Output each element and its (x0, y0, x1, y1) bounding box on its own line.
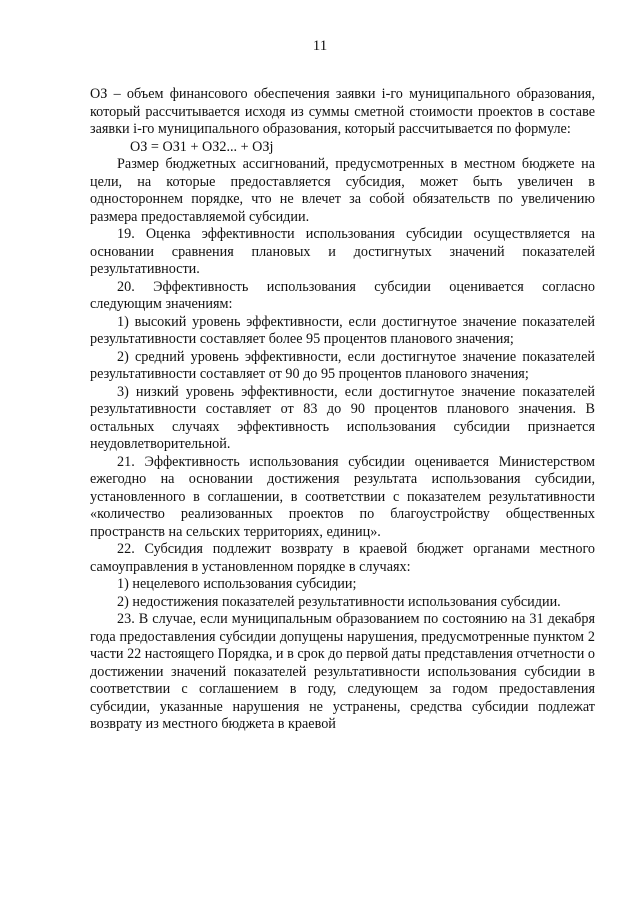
paragraph-19: 19. Оценка эффективности использования субсидии осуществляется на основании сравнения плановых и достигнутых значений показателей результативности. (90, 226, 595, 277)
list-item-non-achievement: 2) недостижения показателей результативности использования субсидии. (117, 593, 561, 610)
list-item-misuse: 1) нецелевого использования субсидии; (117, 576, 357, 592)
paragraph-20: 20. Эффективность использования субсидии оценивается согласно следующим значениям: (90, 278, 595, 312)
document-body (90, 86, 595, 734)
page-number: 11 (312, 38, 328, 54)
list-item-high-efficiency: 1) высокий уровень эффективности, если достигнутое значение показателей результативности составляет более 95 процентов планового значения; (90, 313, 595, 347)
paragraph-21: 21. Эффективность использования субсидии оценивается Министерством ежегодно на основании достижения результата использования субсидии, установленного в соглашении, в соответствии с показателем результативности «количество реализованных проектов по благоустройству общественных пространств на сельских территориях, единиц». (90, 453, 595, 540)
formula: ОЗ = ОЗ1 + ОЗ2... + ОЗj (130, 138, 274, 155)
paragraph-22: 22. Субсидия подлежит возврату в краевой бюджет органами местного самоуправления в установленном порядке в случаях: (90, 541, 595, 575)
paragraph-budget-allocation: Размер бюджетных ассигнований, предусмотренных в местном бюджете на цели, на которые предоставляется субсидия, может быть увеличен в одностороннем порядке, что не влечет за собой обязательств по увеличению размера предоставляемой субсидии. (90, 156, 595, 225)
paragraph-oz-definition: ОЗ – объем финансового обеспечения заявки i-го муниципального образования, который рассчитывается исходя из суммы сметной стоимости проектов в составе заявки i-го муниципального образования, который рассчитывается по формуле: (90, 86, 595, 137)
list-item-medium-efficiency: 2) средний уровень эффективности, если достигнутое значение показателей результативности составляет от 90 до 95 процентов планового значения; (90, 348, 595, 382)
list-item-low-efficiency: 3) низкий уровень эффективности, если достигнутое значение показателей результативности составляет от 83 до 90 процентов планового значения. В остальных случаях эффективность использования субсидии признается неудовлетворительной. (90, 383, 595, 452)
paragraph-23: 23. В случае, если муниципальным образованием по состоянию на 31 декабря года предоставления субсидии допущены нарушения, предусмотренные пунктом 2 части 22 настоящего Порядка, и в срок до первой даты представления отчетности о достижении значений показателей результативности использования субсидии в соответствии с соглашением в году, следующем за годом предоставления субсидии, указанные нарушения не устранены, средства субсидии подлежат возврату из местного бюджета в краевой (90, 611, 595, 732)
